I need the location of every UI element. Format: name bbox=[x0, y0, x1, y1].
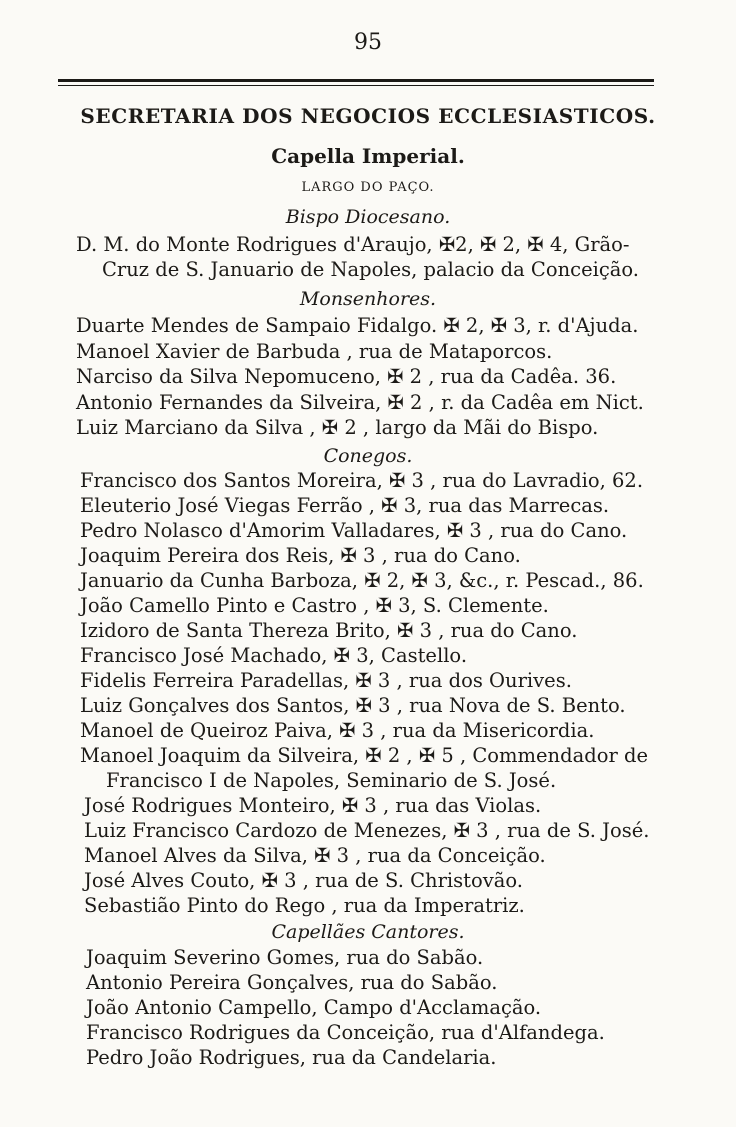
monsenhor-line: Luiz Marciano da Silva , ✠ 2 , largo da Mãi do Bispo. bbox=[76, 416, 599, 439]
capellao-line: Joaquim Severino Gomes, rua do Sabão. bbox=[86, 946, 484, 969]
conego-line: José Rodrigues Monteiro, ✠ 3 , rua das Violas. bbox=[84, 794, 542, 817]
conego-line: Manoel Alves da Silva, ✠ 3 , rua da Conceição. bbox=[84, 844, 546, 867]
heading-monsenhores: Monsenhores. bbox=[299, 288, 437, 310]
conego-line: Francisco I de Napoles, Seminario de S. José. bbox=[106, 769, 557, 792]
conego-line: João Camello Pinto e Castro , ✠ 3, S. Clemente. bbox=[80, 594, 549, 617]
bispo-line: Cruz de S. Januario de Napoles, palacio da Conceição. bbox=[102, 258, 639, 281]
conego-line: Manoel de Queiroz Paiva, ✠ 3 , rua da Misericordia. bbox=[80, 719, 595, 742]
capellao-line: Francisco Rodrigues da Conceição, rua d'Alfandega. bbox=[86, 1021, 605, 1044]
header-rule-thin bbox=[58, 85, 654, 86]
location-label: LARGO DO PAÇO. bbox=[301, 180, 435, 195]
section-subtitle: Capella Imperial. bbox=[271, 144, 465, 168]
conego-line: Eleuterio José Viegas Ferrão , ✠ 3, rua das Marrecas. bbox=[80, 494, 610, 517]
conego-line: José Alves Couto, ✠ 3 , rua de S. Christovão. bbox=[84, 869, 523, 892]
capellao-line: Pedro João Rodrigues, rua da Candelaria. bbox=[86, 1046, 497, 1069]
capellao-line: Antonio Pereira Gonçalves, rua do Sabão. bbox=[86, 971, 498, 994]
bispo-line: D. M. do Monte Rodrigues d'Araujo, ✠2, ✠ 2, ✠ 4, Grão- bbox=[76, 233, 630, 256]
monsenhor-line: Duarte Mendes de Sampaio Fidalgo. ✠ 2, ✠ 3, r. d'Ajuda. bbox=[76, 314, 639, 337]
conego-line: Francisco José Machado, ✠ 3, Castello. bbox=[80, 644, 468, 667]
heading-bispo: Bispo Diocesano. bbox=[285, 206, 451, 228]
conego-line: Pedro Nolasco d'Amorim Valladares, ✠ 3 , rua do Cano. bbox=[80, 519, 628, 542]
monsenhor-line: Antonio Fernandes da Silveira, ✠ 2 , r. da Cadêa em Nict. bbox=[76, 391, 644, 414]
monsenhor-line: Narciso da Silva Nepomuceno, ✠ 2 , rua da Cadêa. 36. bbox=[76, 365, 617, 388]
monsenhor-line: Manoel Xavier de Barbuda , rua de Mataporcos. bbox=[76, 340, 553, 363]
heading-capellaes: Capellães Cantores. bbox=[271, 921, 465, 943]
heading-conegos: Conegos. bbox=[323, 445, 413, 467]
conego-line: Francisco dos Santos Moreira, ✠ 3 , rua do Lavradio, 62. bbox=[80, 469, 644, 492]
conego-line: Fidelis Ferreira Paradellas, ✠ 3 , rua dos Ourives. bbox=[80, 669, 572, 692]
conego-line: Sebastião Pinto do Rego , rua da Imperatriz. bbox=[84, 894, 525, 917]
page-title: SECRETARIA DOS NEGOCIOS ECCLESIASTICOS. bbox=[80, 104, 656, 128]
conego-line: Manoel Joaquim da Silveira, ✠ 2 , ✠ 5 , Commendador de bbox=[80, 744, 648, 767]
conego-line: Luiz Gonçalves dos Santos, ✠ 3 , rua Nova de S. Bento. bbox=[80, 694, 626, 717]
header-rule-thick bbox=[58, 79, 654, 82]
conego-line: Izidoro de Santa Thereza Brito, ✠ 3 , rua do Cano. bbox=[80, 619, 578, 642]
conego-line: Luiz Francisco Cardozo de Menezes, ✠ 3 , rua de S. José. bbox=[84, 819, 650, 842]
page-number: 95 bbox=[354, 30, 382, 55]
conego-line: Januario da Cunha Barboza, ✠ 2, ✠ 3, &c., r. Pescad., 86. bbox=[80, 569, 644, 592]
conego-line: Joaquim Pereira dos Reis, ✠ 3 , rua do Cano. bbox=[80, 544, 521, 567]
capellao-line: João Antonio Campello, Campo d'Acclamação. bbox=[86, 996, 542, 1019]
